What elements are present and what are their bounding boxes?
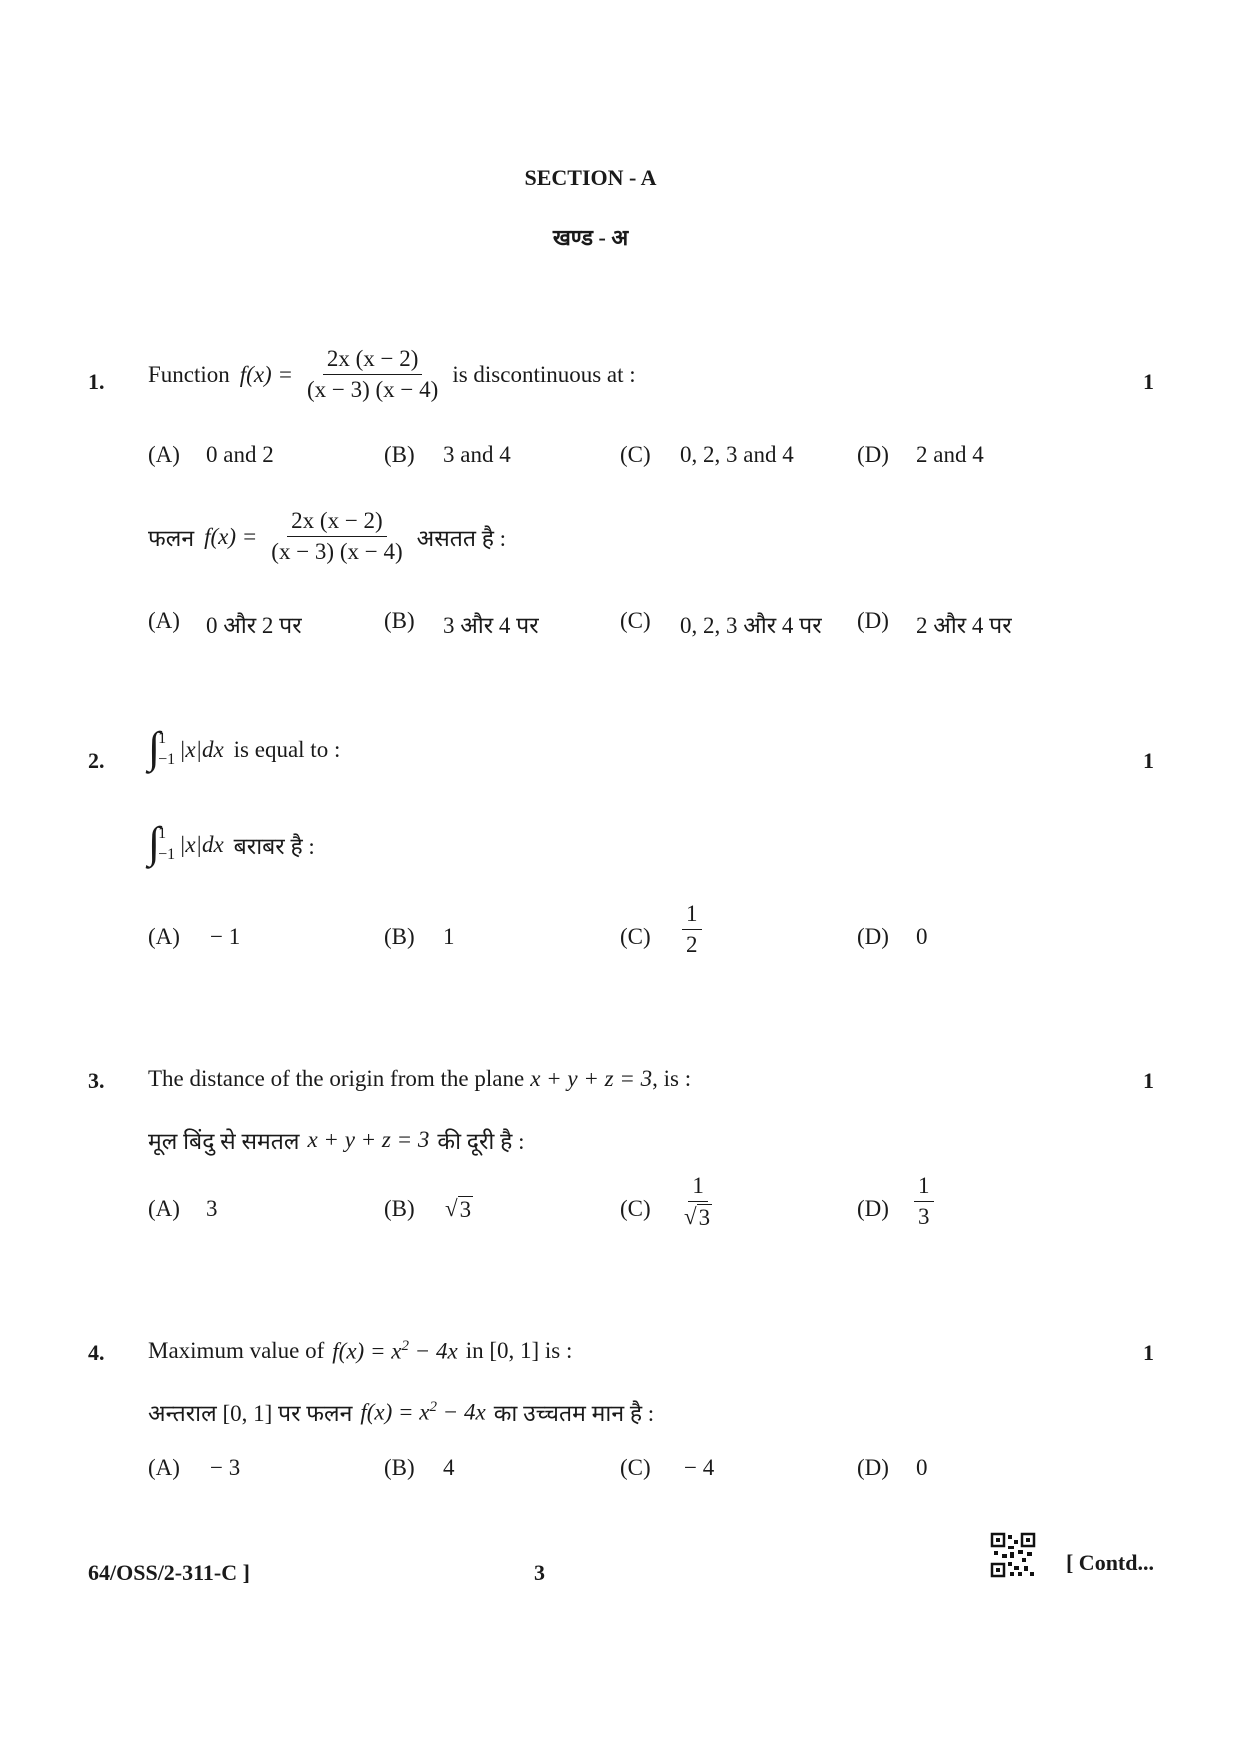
q1-en-opt-c-value: 0, 2, 3 and 4	[680, 442, 794, 467]
q2-opt-d-label: (D)	[857, 924, 889, 949]
q3-opt-c-den-radicand: 3	[698, 1205, 711, 1231]
q4-hi-expr2: − 4x	[437, 1399, 486, 1425]
q1-hi-opt-c-value: 0, 2, 3 और 4 पर	[680, 613, 822, 638]
q3-opt-c-value	[680, 1173, 716, 1232]
sqrt-icon: √	[684, 1204, 697, 1230]
q3-en-after: , is :	[652, 1066, 692, 1091]
q3-opt-c-numerator: 1	[688, 1173, 708, 1202]
q4-opt-b-value: 4	[443, 1455, 455, 1480]
q1-hi-numerator: 2x (x − 2)	[287, 508, 387, 537]
q1-options-hindi	[0, 608, 1240, 638]
q1-en-opt-d-label: (D)	[857, 442, 889, 467]
q2-opt-c-numerator: 1	[682, 901, 702, 930]
q2-en-upper-limit: 1	[158, 730, 167, 748]
q4-en-expr2: − 4x	[408, 1338, 458, 1364]
q2-opt-c-denominator: 2	[686, 932, 698, 958]
page-number: 3	[534, 1560, 545, 1585]
q1-options-english	[0, 442, 1240, 472]
question-1-text-hindi	[148, 508, 506, 566]
q3-hi-expr: x + y + z = 3	[307, 1127, 430, 1152]
integral-sign-icon: ∫	[148, 723, 161, 772]
q4-options	[0, 1455, 1240, 1485]
q2-en-limits	[158, 729, 175, 771]
q4-hi-exponent: 2	[429, 1398, 438, 1415]
section-title-hindi: खण्ड - अ	[552, 225, 629, 250]
q4-opt-b-label: (B)	[384, 1455, 415, 1480]
q1-hi-fraction	[267, 508, 406, 566]
q4-opt-c-value: − 4	[684, 1455, 715, 1480]
integral-sign-icon: ∫	[148, 818, 161, 867]
q1-hi-opt-b-value: 3 और 4 पर	[443, 613, 539, 638]
question-4-marks: 1	[1143, 1340, 1154, 1365]
question-2-text-hindi	[148, 818, 315, 867]
q2-en-lower-limit: −1	[158, 751, 176, 768]
question-2-number: 2.	[88, 748, 105, 773]
q1-hi-denominator: (x − 3) (x − 4)	[271, 539, 403, 565]
q1-en-fraction	[303, 346, 442, 404]
q2-en-integral	[148, 723, 224, 772]
q4-hi-after: का उच्चतम मान है :	[493, 1401, 655, 1426]
q2-hi-after: बराबर है :	[233, 834, 315, 859]
q4-opt-a-value: − 3	[210, 1455, 241, 1480]
q4-opt-d-label: (D)	[857, 1455, 889, 1480]
question-3-marks: 1	[1143, 1068, 1154, 1093]
q3-opt-d-numerator: 1	[914, 1173, 934, 1202]
question-1-text-english	[148, 346, 636, 404]
q1-en-opt-b-label: (B)	[384, 442, 415, 467]
q2-en-after: is equal to :	[233, 737, 341, 762]
q4-opt-c-label: (C)	[620, 1455, 651, 1480]
q4-hi-before: अन्तराल [0, 1] पर फलन	[148, 1401, 353, 1426]
q2-opt-a-label: (A)	[148, 924, 180, 949]
q1-en-denominator: (x − 3) (x − 4)	[306, 377, 439, 403]
q2-en-integrand: |x|dx	[179, 737, 224, 762]
q4-en-expr: f(x) = x	[332, 1338, 402, 1364]
q4-opt-a-label: (A)	[148, 1455, 180, 1480]
question-4-number: 4.	[88, 1340, 105, 1365]
q1-en-opt-c-label: (C)	[620, 442, 651, 467]
sqrt-icon: √	[445, 1196, 458, 1221]
q2-options	[0, 901, 1240, 984]
q1-en-opt-a-value: 0 and 2	[206, 442, 274, 467]
q3-opt-c-label: (C)	[620, 1196, 651, 1221]
q2-hi-upper-limit: 1	[158, 825, 167, 843]
q1-en-numerator: 2x (x − 2)	[323, 346, 423, 375]
question-4-text-english	[148, 1338, 572, 1365]
q2-hi-integrand: |x|dx	[179, 832, 224, 857]
q2-opt-d-value: 0	[916, 924, 928, 949]
q1-hi-opt-d-label: (D)	[857, 608, 889, 633]
q1-hi-opt-a-label: (A)	[148, 608, 180, 633]
q4-hi-expr: f(x) = x	[360, 1399, 430, 1425]
q3-hi-after: की दूरी है :	[437, 1129, 525, 1154]
q1-en-before: Function	[148, 361, 230, 387]
q3-opt-a-value: 3	[206, 1196, 218, 1221]
q3-opt-d-value	[914, 1173, 934, 1231]
q3-opt-a-label: (A)	[148, 1196, 180, 1221]
q1-en-opt-b-value: 3 and 4	[443, 442, 511, 467]
section-title-english: SECTION - A	[524, 165, 657, 190]
question-3-text-hindi	[148, 1124, 524, 1156]
q2-opt-b-value: 1	[443, 924, 455, 949]
question-2-marks: 1	[1143, 748, 1154, 773]
q4-opt-d-value: 0	[916, 1455, 928, 1480]
q1-hi-opt-d-value: 2 और 4 पर	[916, 613, 1012, 638]
q2-opt-b-label: (B)	[384, 924, 415, 949]
q2-opt-c-label: (C)	[620, 924, 651, 949]
q4-en-exponent: 2	[401, 1338, 409, 1354]
qr-code-graphic	[990, 1532, 1036, 1578]
q2-opt-c-value	[682, 901, 702, 959]
q1-hi-opt-b-label: (B)	[384, 608, 415, 633]
q4-en-before: Maximum value of	[148, 1338, 325, 1364]
q3-opt-b-value	[445, 1196, 473, 1223]
q2-hi-limits	[158, 824, 175, 866]
question-1-number: 1.	[88, 369, 105, 394]
q2-hi-integral	[148, 818, 224, 867]
q2-hi-lower-limit: −1	[158, 846, 176, 863]
q3-opt-b-radicand: 3	[459, 1197, 472, 1222]
question-3-text-english	[148, 1066, 691, 1092]
question-1-marks: 1	[1143, 369, 1154, 394]
q2-opt-a-value: − 1	[210, 924, 241, 949]
q1-hi-opt-a-value: 0 और 2 पर	[206, 613, 302, 638]
q1-hi-opt-c-label: (C)	[620, 608, 651, 633]
q1-hi-before: फलन	[148, 525, 195, 551]
continued-label: [ Contd...	[1065, 1550, 1154, 1575]
q3-en-expr: x + y + z = 3	[530, 1066, 653, 1091]
q1-hi-after: असतत है :	[416, 525, 507, 551]
q3-options	[0, 1173, 1240, 1256]
qr-code-icon	[990, 1532, 1036, 1578]
question-2-text-english	[148, 723, 341, 772]
paper-code: 64/OSS/2-311-C ]	[88, 1560, 250, 1585]
q1-en-func: f(x) =	[239, 361, 293, 387]
q3-opt-b-label: (B)	[384, 1196, 415, 1221]
q1-en-after: is discontinuous at :	[452, 361, 636, 387]
q1-en-opt-a-label: (A)	[148, 442, 180, 467]
q3-opt-d-denominator: 3	[918, 1204, 930, 1230]
question-4-text-hindi	[148, 1396, 654, 1428]
q3-hi-before: मूल बिंदु से समतल	[148, 1129, 300, 1154]
q3-en-before: The distance of the origin from the plane	[148, 1066, 525, 1091]
q4-en-after: in [0, 1] is :	[465, 1338, 573, 1364]
q1-hi-func: f(x) =	[204, 523, 258, 549]
q3-opt-d-label: (D)	[857, 1196, 889, 1221]
q1-en-opt-d-value: 2 and 4	[916, 442, 984, 467]
question-3-number: 3.	[88, 1068, 105, 1093]
